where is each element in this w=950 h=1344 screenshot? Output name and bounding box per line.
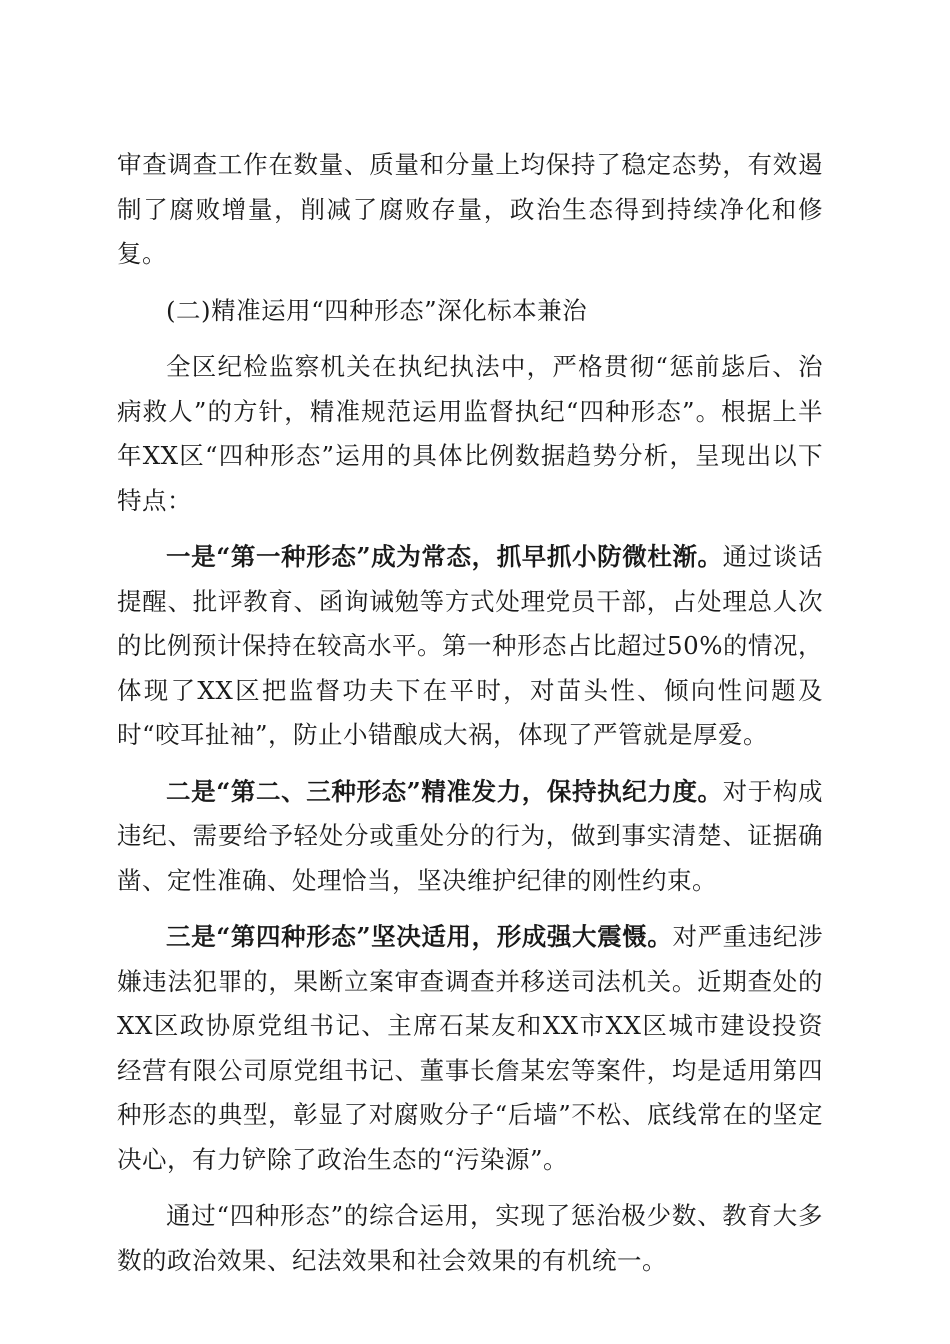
point-lead: 二是“第二、三种形态”精准发力，保持执纪力度。	[166, 776, 723, 806]
conclusion-paragraph: 通过“四种形态”的综合运用，实现了惩治极少数、教育大多数的政治效果、纪法效果和社会效果的有机统一。	[117, 1201, 823, 1275]
point-body: 对于构成违纪、需要给予轻处分或重处分的行为，做到事实清楚、证据确凿、定性准确、处理恰当，坚决维护纪律的刚性约束。	[117, 776, 823, 895]
point-body: 通过谈话提醒、批评教育、函询诫勉等方式处理党员干部，占处理总人次的比例预计保持在较高水平。第一种形态占比超过50%的情况，体现了XX区把监督功夫下在平时，对苗头性、倾向性问题及时“咬耳扯袖”，防止小错酿成大祸，体现了严管就是厚爱。	[117, 542, 823, 749]
point-paragraph-3	[117, 915, 823, 1182]
continuation-paragraph: 审查调查工作在数量、质量和分量上均保持了稳定态势，有效遏制了腐败增量，削减了腐败存量，政治生态得到持续净化和修复。	[117, 150, 823, 268]
section-heading: (二)精准运用“四种形态”深化标本兼治	[166, 295, 588, 325]
point-lead: 三是“第四种形态”坚决适用，形成强大震慑。	[166, 922, 673, 951]
point-paragraph-2	[117, 770, 823, 904]
document-body	[117, 143, 823, 1283]
point-lead: 一是“第一种形态”成为常态，抓早抓小防微杜渐。	[166, 542, 723, 571]
intro-paragraph: 全区纪检监察机关在执纪执法中，严格贯彻“惩前毖后、治病救人”的方针，精准规范运用监督执纪“四种形态”。根据上半年XX区“四种形态”运用的具体比例数据趋势分析，呈现出以下特点：	[117, 352, 823, 515]
point-body: 对严重违纪涉嫌违法犯罪的，果断立案审查调查并移送司法机关。近期查处的XX区政协原党组书记、主席石某友和XX市XX区城市建设投资经营有限公司原党组书记、董事长詹某宏等案件，均是适用第四种形态的典型，彰显了对腐败分子“后墙”不松、底线常在的坚定决心，有力铲除了政治生态的“污染源”。	[117, 922, 824, 1174]
point-paragraph-1	[117, 535, 823, 758]
